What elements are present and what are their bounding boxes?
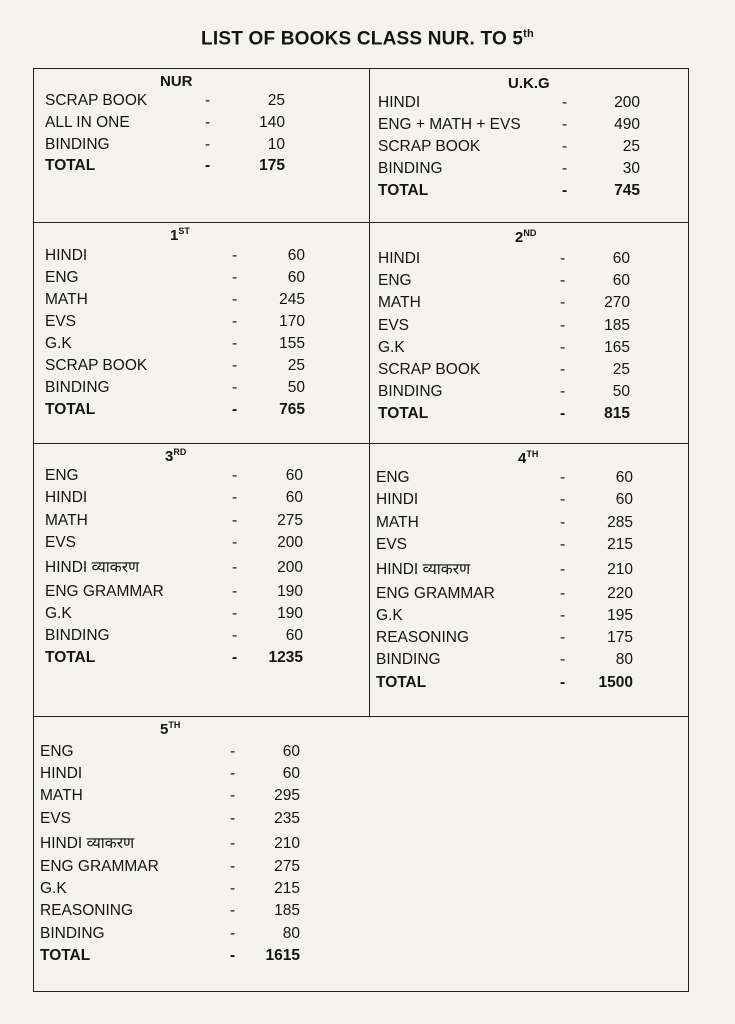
separator-dash: - xyxy=(232,627,238,645)
book-price: 245 xyxy=(279,291,305,308)
book-row xyxy=(378,248,678,270)
section-heading xyxy=(160,72,193,90)
separator-dash: - xyxy=(230,834,236,852)
book-row xyxy=(376,467,676,489)
separator-dash: - xyxy=(560,606,566,624)
book-name: ENG GRAMMAR xyxy=(40,858,159,875)
separator-dash: - xyxy=(232,291,238,308)
book-name: REASONING xyxy=(40,902,134,920)
section-heading-text: 2 xyxy=(515,229,524,246)
book-row xyxy=(45,581,345,603)
separator-dash: - xyxy=(560,250,566,267)
book-price: 295 xyxy=(274,787,300,805)
book-price: 210 xyxy=(274,834,300,852)
book-row xyxy=(40,785,340,807)
book-price: 270 xyxy=(604,294,630,312)
book-price: 25 xyxy=(622,138,640,155)
total-row xyxy=(378,180,678,202)
book-row xyxy=(45,465,345,487)
separator-dash: - xyxy=(230,902,236,920)
separator-dash: - xyxy=(562,160,568,177)
separator-dash: - xyxy=(560,338,566,356)
section-heading-text: 3 xyxy=(165,448,174,465)
book-name: TOTAL xyxy=(378,182,429,199)
book-name: BINDING xyxy=(378,383,443,401)
book-name: TOTAL xyxy=(376,673,427,691)
section-heading xyxy=(508,74,550,92)
total-row xyxy=(45,647,345,669)
book-row xyxy=(45,557,345,579)
book-name: ENG xyxy=(40,743,74,760)
book-price: 215 xyxy=(274,880,300,898)
book-name: BINDING xyxy=(45,379,110,396)
book-price: 275 xyxy=(274,858,300,875)
book-price: 195 xyxy=(607,606,633,624)
book-name: TOTAL xyxy=(45,401,96,418)
book-row xyxy=(45,510,345,532)
book-price: 25 xyxy=(267,92,285,109)
separator-dash: - xyxy=(560,405,566,423)
separator-dash: - xyxy=(560,469,566,486)
book-name: SCRAP BOOK xyxy=(378,361,481,378)
book-name: ENG xyxy=(376,469,410,486)
book-row xyxy=(40,923,340,945)
book-name: MATH xyxy=(45,291,88,308)
book-name: HINDI xyxy=(378,94,421,111)
separator-dash: - xyxy=(560,651,566,669)
page-title-text: LIST OF BOOKS CLASS NUR. TO 5 xyxy=(201,28,524,50)
book-row xyxy=(376,559,676,581)
section-heading xyxy=(170,226,190,244)
book-row xyxy=(378,270,678,292)
book-row xyxy=(45,112,345,134)
total-row xyxy=(45,155,345,177)
book-row xyxy=(378,315,678,337)
book-price: 50 xyxy=(612,383,630,401)
separator-dash: - xyxy=(562,138,568,155)
section-heading-text: U.K.G xyxy=(508,75,550,92)
book-price: 210 xyxy=(607,561,633,579)
book-name: ENG xyxy=(45,269,79,286)
book-price: 60 xyxy=(287,269,305,286)
book-name: G.K xyxy=(376,606,403,624)
book-row xyxy=(45,245,345,267)
book-name: EVS xyxy=(45,533,77,551)
separator-dash: - xyxy=(230,743,236,760)
section-heading xyxy=(515,228,536,246)
book-row xyxy=(376,534,676,556)
book-name: HINDI xyxy=(45,247,88,264)
separator-dash: - xyxy=(230,858,236,875)
book-name: HINDI व्याकरण xyxy=(40,834,135,852)
book-name: ALL IN ONE xyxy=(45,113,130,131)
book-name: BINDING xyxy=(45,135,110,153)
book-price: 215 xyxy=(607,535,633,553)
separator-dash: - xyxy=(230,809,236,827)
book-row xyxy=(378,114,678,136)
book-name: BINDING xyxy=(45,627,110,645)
separator-dash: - xyxy=(562,94,568,111)
separator-dash: - xyxy=(205,113,211,131)
book-name: EVS xyxy=(376,535,408,553)
section-heading-sup: ND xyxy=(523,228,537,238)
total-row xyxy=(45,399,345,421)
separator-dash: - xyxy=(205,157,211,175)
separator-dash: - xyxy=(232,269,238,286)
book-name: HINDI xyxy=(376,491,419,509)
book-name: HINDI व्याकरण xyxy=(376,561,471,579)
separator-dash: - xyxy=(232,489,238,507)
book-price: 60 xyxy=(612,272,630,290)
book-price: 185 xyxy=(604,316,630,334)
book-name: EVS xyxy=(378,316,410,334)
book-row xyxy=(45,625,345,647)
book-price: 175 xyxy=(259,157,285,175)
divider xyxy=(33,716,689,717)
book-name: ENG GRAMMAR xyxy=(45,582,164,600)
book-price: 25 xyxy=(287,357,305,374)
book-name: EVS xyxy=(40,809,72,827)
book-row xyxy=(40,808,340,830)
separator-dash: - xyxy=(232,401,238,418)
book-price: 60 xyxy=(615,469,633,486)
section-heading-text: 1 xyxy=(170,227,179,244)
separator-dash: - xyxy=(232,247,238,264)
section-heading-sup: ST xyxy=(178,226,190,236)
separator-dash: - xyxy=(560,491,566,509)
separator-dash: - xyxy=(232,467,238,484)
separator-dash: - xyxy=(230,787,236,805)
book-name: ENG xyxy=(378,272,412,290)
book-row xyxy=(40,763,340,785)
book-price: 200 xyxy=(614,94,640,111)
separator-dash: - xyxy=(205,92,211,109)
section-heading-text: NUR xyxy=(160,73,193,90)
section-heading-text: 5 xyxy=(160,721,169,738)
separator-dash: - xyxy=(560,294,566,312)
divider xyxy=(369,68,370,716)
separator-dash: - xyxy=(232,582,238,600)
book-row xyxy=(40,878,340,900)
book-name: G.K xyxy=(40,880,67,898)
book-row xyxy=(45,311,345,333)
book-row xyxy=(378,136,678,158)
separator-dash: - xyxy=(560,383,566,401)
book-price: 60 xyxy=(287,247,305,264)
separator-dash: - xyxy=(230,946,236,964)
book-name: G.K xyxy=(45,604,72,622)
book-name: G.K xyxy=(378,338,405,356)
book-row xyxy=(45,355,345,377)
book-name: BINDING xyxy=(378,160,443,177)
book-row xyxy=(376,649,676,671)
separator-dash: - xyxy=(230,765,236,783)
separator-dash: - xyxy=(232,649,238,667)
book-price: 60 xyxy=(612,250,630,267)
book-row xyxy=(40,741,340,763)
book-row xyxy=(45,134,345,156)
book-row xyxy=(378,359,678,381)
book-price: 155 xyxy=(279,335,305,352)
book-name: MATH xyxy=(40,787,83,805)
book-price: 60 xyxy=(285,467,303,484)
book-row xyxy=(378,92,678,114)
book-row xyxy=(378,292,678,314)
section-heading xyxy=(160,720,180,738)
book-price: 50 xyxy=(287,379,305,396)
book-row xyxy=(45,267,345,289)
book-price: 190 xyxy=(277,604,303,622)
book-price: 30 xyxy=(622,160,640,177)
book-name: HINDI xyxy=(40,765,83,783)
section-heading xyxy=(165,447,186,465)
separator-dash: - xyxy=(562,116,568,133)
separator-dash: - xyxy=(232,511,238,529)
total-row xyxy=(378,403,678,425)
book-row xyxy=(40,833,340,855)
book-price: 765 xyxy=(279,401,305,418)
book-row xyxy=(40,900,340,922)
book-name: TOTAL xyxy=(45,649,96,667)
book-row xyxy=(376,627,676,649)
separator-dash: - xyxy=(205,135,211,153)
book-row xyxy=(45,377,345,399)
separator-dash: - xyxy=(232,313,238,330)
book-price: 1500 xyxy=(598,673,633,691)
separator-dash: - xyxy=(562,182,568,199)
separator-dash: - xyxy=(232,335,238,352)
book-price: 60 xyxy=(282,765,300,783)
separator-dash: - xyxy=(560,584,566,602)
book-price: 815 xyxy=(604,405,630,423)
section-heading-text: 4 xyxy=(518,450,527,467)
book-row xyxy=(378,381,678,403)
book-name: ENG GRAMMAR xyxy=(376,584,495,602)
separator-dash: - xyxy=(232,357,238,374)
separator-dash: - xyxy=(560,361,566,378)
book-price: 285 xyxy=(607,513,633,531)
separator-dash: - xyxy=(560,316,566,334)
book-price: 60 xyxy=(285,489,303,507)
book-price: 60 xyxy=(285,627,303,645)
book-name: HINDI व्याकरण xyxy=(45,559,140,577)
book-name: HINDI xyxy=(45,489,88,507)
book-price: 10 xyxy=(267,135,285,153)
separator-dash: - xyxy=(560,272,566,290)
separator-dash: - xyxy=(232,604,238,622)
book-row xyxy=(376,583,676,605)
book-price: 185 xyxy=(274,902,300,920)
section-heading-sup: TH xyxy=(168,720,181,730)
separator-dash: - xyxy=(560,535,566,553)
book-price: 80 xyxy=(282,924,300,942)
book-name: BINDING xyxy=(376,651,441,669)
separator-dash: - xyxy=(560,629,566,647)
book-price: 140 xyxy=(259,113,285,131)
separator-dash: - xyxy=(232,379,238,396)
book-price: 200 xyxy=(277,533,303,551)
book-row xyxy=(376,489,676,511)
separator-dash: - xyxy=(560,673,566,691)
book-name: SCRAP BOOK xyxy=(378,138,481,155)
book-price: 220 xyxy=(607,584,633,602)
book-price: 60 xyxy=(615,491,633,509)
book-name: HINDI xyxy=(378,250,421,267)
book-name: TOTAL xyxy=(378,405,429,423)
book-row xyxy=(378,158,678,180)
book-price: 25 xyxy=(612,361,630,378)
book-name: SCRAP BOOK xyxy=(45,357,148,374)
book-row xyxy=(45,90,345,112)
book-name: EVS xyxy=(45,313,77,330)
book-row xyxy=(45,289,345,311)
book-price: 190 xyxy=(277,582,303,600)
page-title xyxy=(0,28,735,50)
book-row xyxy=(378,337,678,359)
book-name: TOTAL xyxy=(45,157,96,175)
book-price: 745 xyxy=(614,182,640,199)
book-price: 80 xyxy=(615,651,633,669)
book-price: 490 xyxy=(614,116,640,133)
book-name: ENG + MATH + EVS xyxy=(378,116,521,133)
book-price: 60 xyxy=(282,743,300,760)
book-name: MATH xyxy=(45,511,88,529)
book-price: 170 xyxy=(279,313,305,330)
book-row xyxy=(45,333,345,355)
separator-dash: - xyxy=(560,513,566,531)
book-price: 1235 xyxy=(268,649,303,667)
book-row xyxy=(45,532,345,554)
section-heading xyxy=(518,449,538,467)
book-price: 200 xyxy=(277,559,303,577)
section-heading-sup: TH xyxy=(526,449,539,459)
book-row xyxy=(40,856,340,878)
book-name: MATH xyxy=(376,513,419,531)
book-price: 165 xyxy=(604,338,630,356)
total-row xyxy=(376,672,676,694)
book-name: G.K xyxy=(45,335,72,352)
book-name: BINDING xyxy=(40,924,105,942)
book-price: 275 xyxy=(277,511,303,529)
divider xyxy=(33,222,689,223)
book-name: MATH xyxy=(378,294,421,312)
separator-dash: - xyxy=(232,559,238,577)
book-name: SCRAP BOOK xyxy=(45,92,148,109)
book-price: 235 xyxy=(274,809,300,827)
total-row xyxy=(40,945,340,967)
divider xyxy=(33,443,689,444)
section-heading-sup: RD xyxy=(173,447,187,457)
book-row xyxy=(376,512,676,534)
book-name: ENG xyxy=(45,467,79,484)
book-row xyxy=(45,603,345,625)
separator-dash: - xyxy=(230,880,236,898)
book-price: 175 xyxy=(607,629,633,647)
separator-dash: - xyxy=(230,924,236,942)
separator-dash: - xyxy=(560,561,566,579)
page-title-sup: th xyxy=(523,28,534,40)
book-row xyxy=(376,605,676,627)
book-name: TOTAL xyxy=(40,946,91,964)
separator-dash: - xyxy=(232,533,238,551)
book-price: 1615 xyxy=(265,946,300,964)
book-name: REASONING xyxy=(376,629,470,647)
book-row xyxy=(45,487,345,509)
